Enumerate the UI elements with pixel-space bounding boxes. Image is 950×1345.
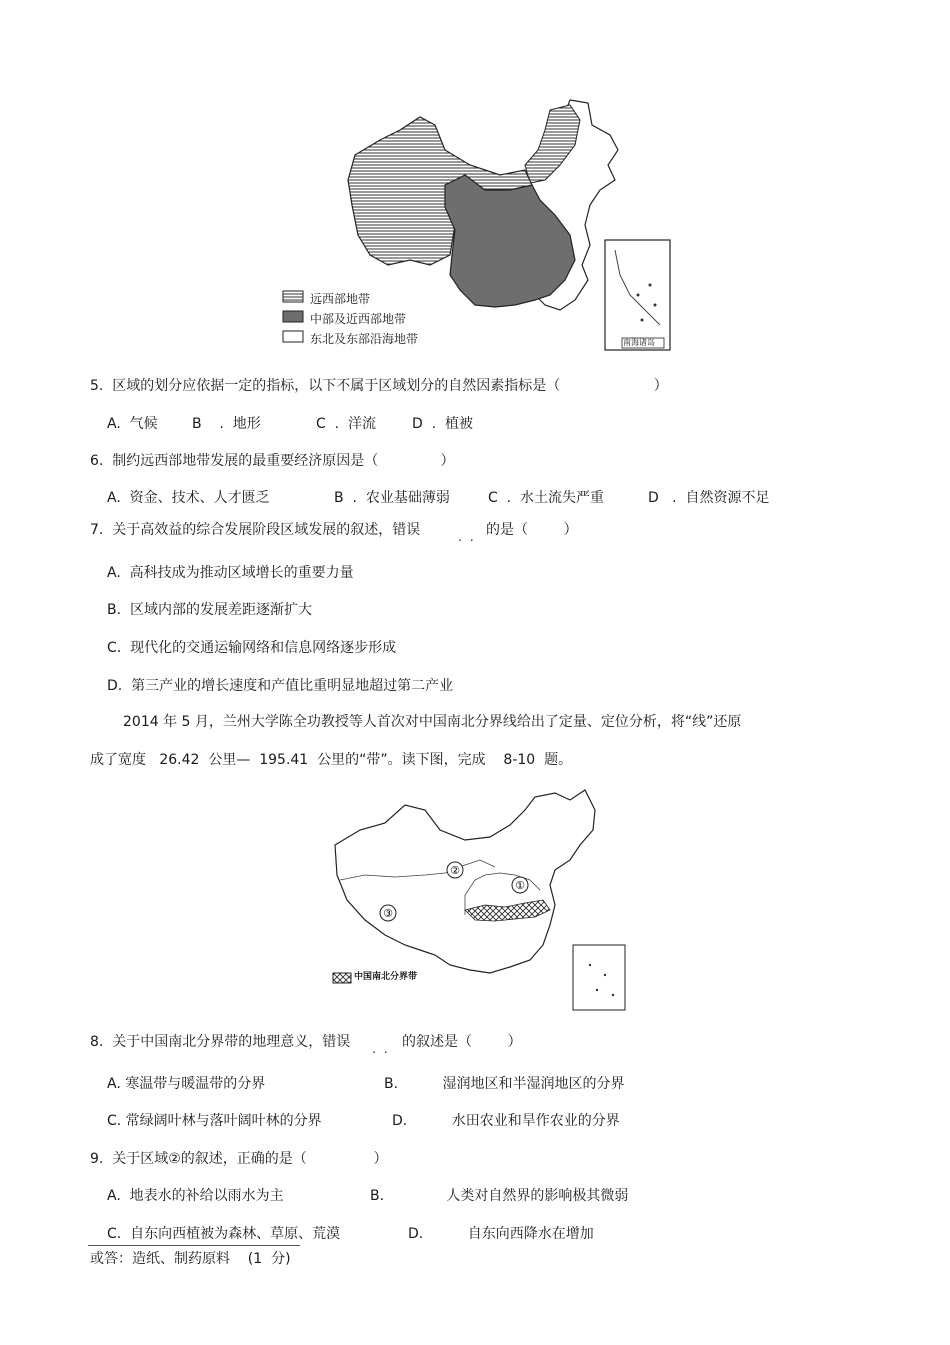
q8-option-b: B. 湿润地区和半湿润地区的分界: [384, 1076, 625, 1092]
q7-option-c: C. 现代化的交通运输网络和信息网络逐步形成: [107, 640, 397, 656]
legend-east: 东北及东部沿海地带: [310, 332, 419, 346]
inset-label: 南海诸岛: [623, 338, 655, 347]
q6-option-d: D . 自然资源不足: [648, 490, 770, 506]
question-9-stem: 9. 关于区域②的叙述，正确的是（ ）: [90, 1151, 388, 1167]
question-6-stem: 6. 制约远西部地带发展的最重要经济原因是（ ）: [90, 453, 455, 469]
q7-option-a: A. 高科技成为推动区域增长的重要力量: [107, 565, 354, 581]
label-2: ②: [450, 864, 460, 877]
label-1: ①: [515, 879, 525, 892]
q6-option-c: C . 水土流失严重: [488, 490, 605, 506]
q9-option-c: C. 自东向西植被为森林、草原、荒漠: [107, 1226, 341, 1242]
q6-option-b: B . 农业基础薄弱: [334, 490, 450, 506]
q6-option-a: A. 资金、技术、人才匮乏: [107, 490, 270, 506]
q9-option-d: D. 自东向西降水在增加: [408, 1226, 594, 1242]
question-7-stem: 7. 关于高效益的综合发展阶段区域发展的叙述，错误: [90, 522, 421, 538]
q8-option-a: A. 寒温带与暖温带的分界: [107, 1076, 266, 1092]
question-5-stem: 5. 区域的划分应依据一定的指标，以下不属于区域划分的自然因素指标是（ ）: [90, 378, 668, 394]
q7-option-b: B. 区域内部的发展差距逐渐扩大: [107, 602, 312, 618]
emphasis-dots: ..: [372, 1042, 396, 1056]
q8-option-d: D. 水田农业和旱作农业的分界: [392, 1113, 620, 1129]
footer-divider: [88, 1245, 300, 1246]
question-8-stem-end: 的叙述是（ ）: [402, 1034, 522, 1050]
q8-option-c: C. 常绿阔叶林与落叶阔叶林的分界: [107, 1113, 322, 1129]
q5-option-d: D . 植被: [412, 416, 474, 432]
question-7-stem-end: 的是（ ）: [486, 522, 578, 538]
emphasis-dots: ..: [458, 530, 482, 544]
q5-option-b: B . 地形: [192, 416, 261, 432]
footer-answer: 或答：造纸、制药原料 (1 分): [90, 1251, 291, 1267]
passage-line-1: 2014 年 5 月，兰州大学陈全功教授等人首次对中国南北分界线给出了定量、定位分析，将“线”还原: [123, 714, 742, 730]
inset-map2: [573, 945, 625, 1010]
legend-central: 中部及近西部地带: [310, 312, 407, 326]
q5-option-a: A. 气候: [107, 416, 158, 432]
question-8-stem: 8. 关于中国南北分界带的地理意义，错误: [90, 1034, 351, 1050]
map2-legend-label: 中国南北分界带: [354, 972, 418, 982]
q7-option-d: D. 第三产业的增长速度和产值比重明显地超过第二产业: [107, 678, 454, 694]
q5-option-c: C . 洋流: [316, 416, 377, 432]
q9-option-a: A. 地表水的补给以雨水为主: [107, 1188, 284, 1204]
q9-option-b: B. 人类对自然界的影响极其微弱: [370, 1188, 629, 1204]
label-3: ③: [383, 907, 393, 920]
passage-line-2: 成了宽度 26.42 公里— 195.41 公里的“带”。读下图，完成 8-10 题。: [90, 752, 573, 768]
legend-far-west: 远西部地带: [310, 292, 371, 306]
